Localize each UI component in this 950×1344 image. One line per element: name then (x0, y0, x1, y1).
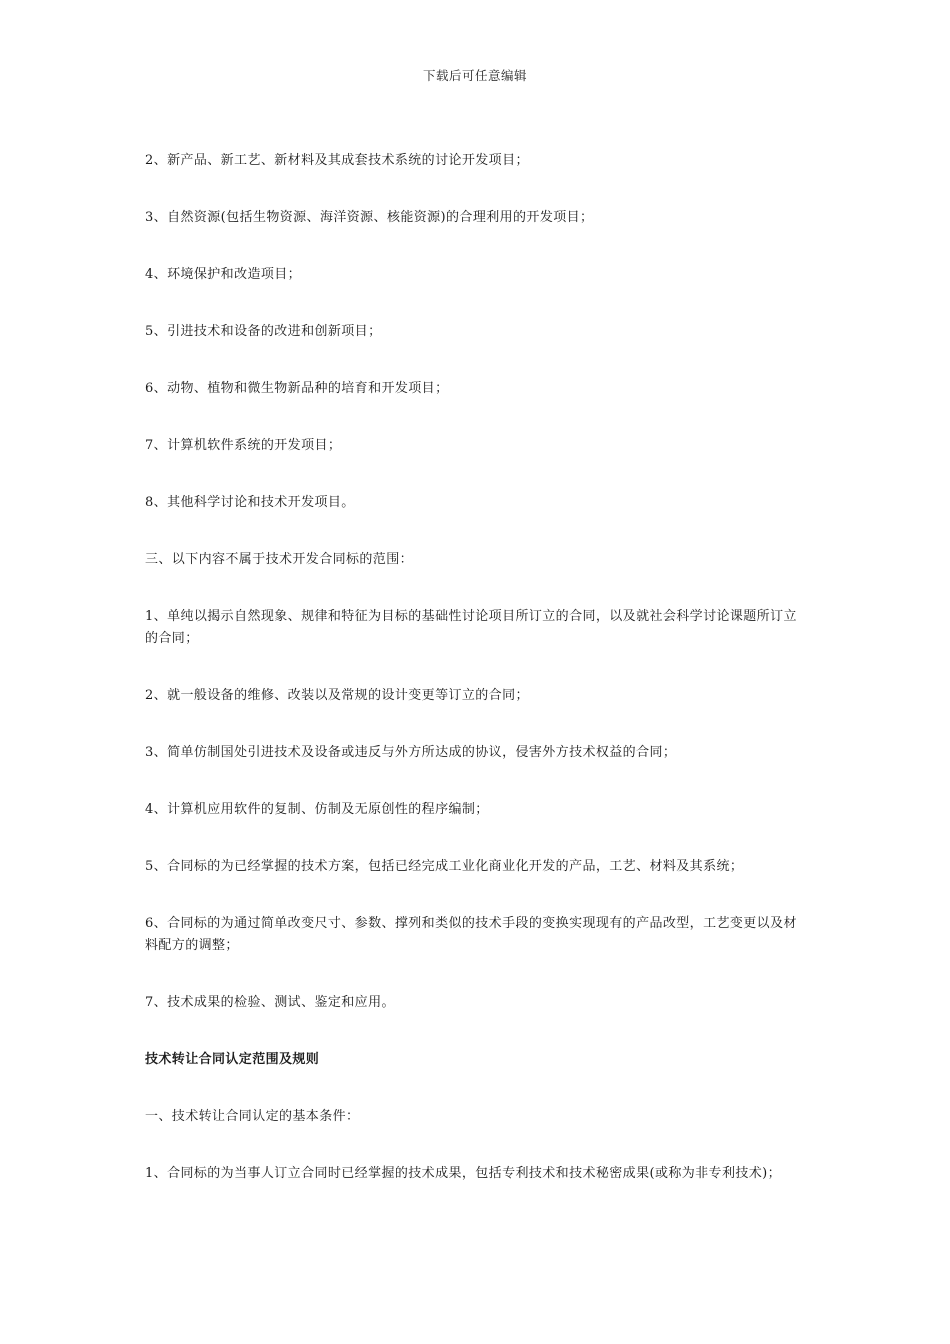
paragraph: 1、合同标的为当事人订立合同时已经掌握的技术成果，包括专利技术和技术秘密成果(或称为非专利技术)； (145, 1166, 782, 1181)
paragraph: 三、以下内容不属于技术开发合同标的范围： (145, 552, 414, 567)
paragraph: 2、就一般设备的维修、改装以及常规的设计变更等订立的合同； (145, 688, 529, 703)
paragraph: 5、引进技术和设备的改进和创新项目； (145, 324, 382, 339)
paragraph: 4、计算机应用软件的复制、仿制及无原创性的程序编制； (145, 802, 489, 817)
paragraph: 5、合同标的为已经掌握的技术方案，包括已经完成工业化商业化开发的产品，工艺、材料及其系统； (145, 859, 744, 874)
paragraph: 6、动物、植物和微生物新品种的培育和开发项目； (145, 381, 449, 396)
paragraph: 6、合同标的为通过简单改变尺寸、参数、撑列和类似的技术手段的变换实现现有的产品改型，工艺变更以及材料配方的调整； (145, 916, 797, 953)
paragraph: 3、自然资源(包括生物资源、海洋资源、核能资源)的合理利用的开发项目； (145, 210, 594, 225)
paragraph: 一、技术转让合同认定的基本条件： (145, 1109, 360, 1124)
paragraph: 8、其他科学讨论和技术开发项目。 (145, 495, 355, 510)
section-heading: 技术转让合同认定范围及规则 (145, 1052, 320, 1067)
page-header: 下载后可任意编辑 (422, 68, 527, 83)
paragraph: 2、新产品、新工艺、新材料及其成套技术系统的讨论开发项目； (145, 153, 529, 168)
paragraph: 4、环境保护和改造项目； (145, 267, 302, 282)
paragraph: 7、计算机软件系统的开发项目； (145, 438, 342, 453)
paragraph: 1、单纯以揭示自然现象、规律和特征为目标的基础性讨论项目所订立的合同，以及就社会科学讨论课题所订立的合同； (145, 609, 797, 646)
paragraph: 3、简单仿制国处引进技术及设备或违反与外方所达成的协议，侵害外方技术权益的合同； (145, 745, 677, 760)
document-body (145, 150, 810, 1220)
paragraph: 7、技术成果的检验、测试、鉴定和应用。 (145, 995, 395, 1010)
